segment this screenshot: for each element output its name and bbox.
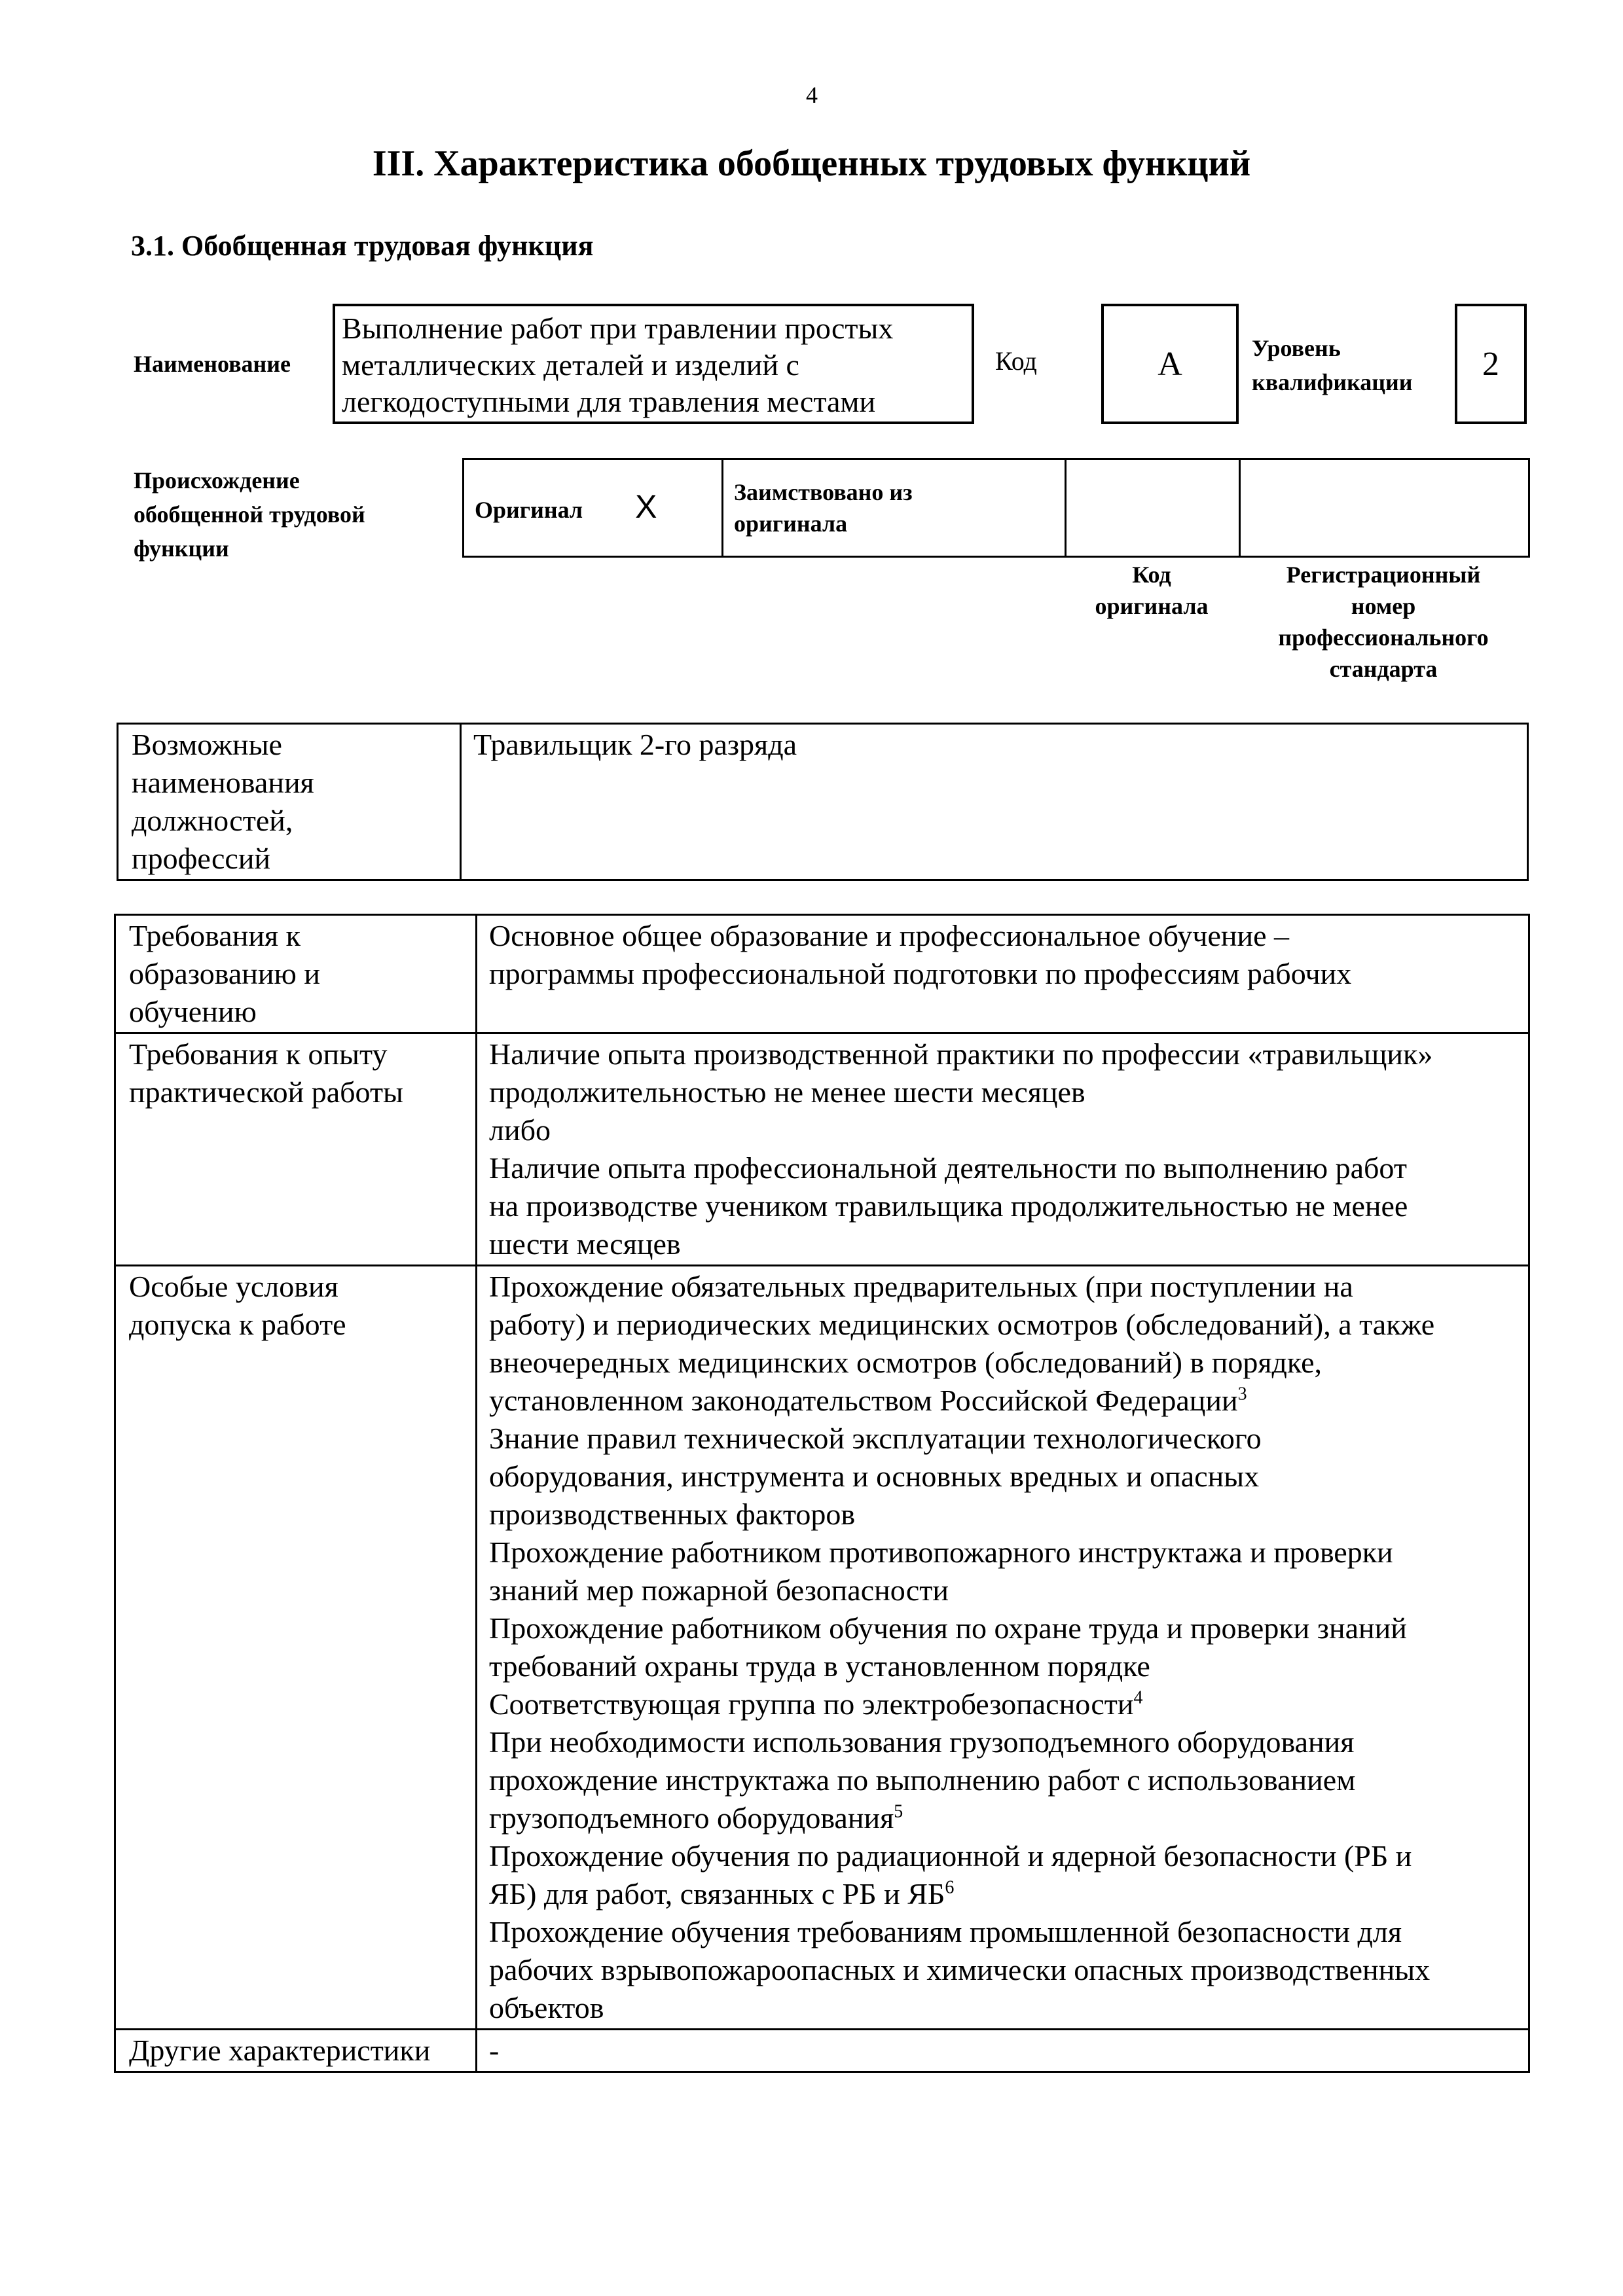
- borrowed-label-line: Заимствовано из: [734, 479, 913, 505]
- special-conditions-line: внеочередных медицинских осмотров (обследований) в порядке,: [489, 1346, 1322, 1379]
- caption-line: Регистрационный: [1286, 562, 1481, 588]
- borrowed-cell: [723, 459, 1066, 557]
- special-conditions-line: При необходимости использования грузоподъемного оборудования: [489, 1725, 1355, 1759]
- positions-label-line: профессий: [132, 842, 271, 875]
- level-label-line: Уровень: [1252, 335, 1341, 361]
- original-cell: [464, 459, 723, 557]
- special-conditions-label-line: допуска к работе: [129, 1308, 346, 1341]
- experience-label-line: Требования к опыту: [129, 1037, 388, 1071]
- caption-line: номер: [1351, 593, 1416, 619]
- origin-label-line: функции: [134, 535, 229, 562]
- special-conditions-line: Прохождение работником противопожарного инструктажа и проверки: [489, 1535, 1393, 1569]
- table-row: [115, 1266, 1529, 2030]
- education-value-line: Основное общее образование и профессиональное обучение –: [489, 919, 1290, 952]
- table-row: [115, 915, 1529, 1033]
- education-label-line: обучению: [129, 995, 257, 1028]
- positions-value: Травильщик 2-го разряда: [461, 724, 1528, 880]
- experience-value-line: продолжительностью не менее шести месяцев: [489, 1075, 1085, 1109]
- special-conditions-line: [489, 1875, 1516, 1913]
- experience-label: [115, 1033, 477, 1266]
- level-label-line: квалификации: [1252, 369, 1413, 395]
- experience-value: [477, 1033, 1529, 1266]
- positions-label-line: Возможные: [132, 728, 282, 761]
- special-conditions-line: оборудования, инструмента и основных вредных и опасных: [489, 1460, 1260, 1493]
- education-label: [115, 915, 477, 1033]
- origin-label-line: Происхождение: [134, 467, 300, 493]
- level-label: [1252, 331, 1413, 399]
- origin-table: [462, 458, 1530, 558]
- line-text: ЯБ) для работ, связанных с РБ и ЯБ: [489, 1877, 945, 1910]
- code-original-caption: [1065, 559, 1239, 622]
- name-label: Наименование: [134, 351, 291, 377]
- special-conditions-line: знаний мер пожарной безопасности: [489, 1573, 949, 1607]
- special-conditions-line: Прохождение обучения по радиационной и ядерной безопасности (РБ и: [489, 1839, 1412, 1873]
- original-label: Оригинал: [475, 496, 583, 523]
- code-label: Код: [995, 346, 1037, 376]
- positions-label-line: должностей,: [132, 804, 293, 837]
- code-value-box: А: [1101, 304, 1239, 424]
- caption-line: оригинала: [1095, 593, 1209, 619]
- page-number: 4: [806, 82, 818, 108]
- footnote-mark: 6: [945, 1877, 955, 1898]
- special-conditions-value: [477, 1266, 1529, 2030]
- special-conditions-line: рабочих взрывопожароопасных и химически опасных производственных: [489, 1953, 1431, 1986]
- education-label-line: образованию и: [129, 957, 320, 990]
- footnote-mark: 4: [1133, 1687, 1143, 1708]
- original-mark: X: [635, 488, 657, 525]
- positions-label-line: наименования: [132, 766, 314, 799]
- reg-number-cell: [1240, 459, 1529, 557]
- table-row: [115, 2030, 1529, 2072]
- subsection-title: 3.1. Обобщенная трудовая функция: [131, 230, 594, 262]
- experience-value-line: шести месяцев: [489, 1227, 681, 1261]
- special-conditions-line: объектов: [489, 1991, 604, 2024]
- level-value-box: 2: [1455, 304, 1527, 424]
- experience-value-line: Наличие опыта профессиональной деятельности по выполнению работ: [489, 1151, 1407, 1185]
- line-text: грузоподъемного оборудования: [489, 1801, 894, 1835]
- table-row: [115, 1033, 1529, 1266]
- footnote-mark: 5: [894, 1801, 903, 1822]
- special-conditions-line: [489, 1685, 1516, 1723]
- positions-table: [117, 723, 1529, 881]
- special-conditions-line: производственных факторов: [489, 1498, 856, 1531]
- experience-label-line: практической работы: [129, 1075, 403, 1109]
- education-label-line: Требования к: [129, 919, 301, 952]
- positions-label: [118, 724, 461, 880]
- education-value: [477, 915, 1529, 1033]
- special-conditions-line: Прохождение обязательных предварительных (при поступлении на: [489, 1270, 1353, 1303]
- origin-label-line: обобщенной трудовой: [134, 501, 365, 528]
- section-title: III. Характеристика обобщенных трудовых функций: [372, 143, 1251, 184]
- experience-value-line: на производстве учеником травильщика продолжительностью не менее: [489, 1189, 1408, 1223]
- caption-line: Код: [1132, 562, 1171, 588]
- code-original-cell: [1066, 459, 1240, 557]
- caption-line: стандарта: [1329, 656, 1438, 682]
- line-text: установленном законодательством Российской Федерации: [489, 1384, 1238, 1417]
- special-conditions-label: [115, 1266, 477, 2030]
- function-name-box: Выполнение работ при травлении простых металлических деталей и изделий с легкодоступными для травления местами: [333, 304, 974, 424]
- caption-line: профессионального: [1278, 624, 1489, 651]
- special-conditions-line: [489, 1799, 1516, 1837]
- special-conditions-line: Прохождение обучения требованиям промышленной безопасности для: [489, 1915, 1402, 1948]
- special-conditions-line: требований охраны труда в установленном порядке: [489, 1649, 1150, 1683]
- requirements-table: [114, 914, 1530, 2073]
- special-conditions-line: [489, 1382, 1516, 1420]
- other-value: -: [477, 2030, 1529, 2072]
- experience-value-line: Наличие опыта производственной практики по профессии «травильщик»: [489, 1037, 1433, 1071]
- line-text: Соответствующая группа по электробезопасности: [489, 1687, 1134, 1721]
- reg-number-caption: [1239, 559, 1528, 685]
- footnote-mark: 3: [1237, 1384, 1247, 1405]
- special-conditions-line: прохождение инструктажа по выполнению работ с использованием: [489, 1763, 1356, 1797]
- other-label: Другие характеристики: [115, 2030, 477, 2072]
- special-conditions-label-line: Особые условия: [129, 1270, 338, 1303]
- experience-value-line: либо: [489, 1113, 551, 1147]
- special-conditions-line: Прохождение работником обучения по охране труда и проверки знаний: [489, 1611, 1407, 1645]
- education-value-line: программы профессиональной подготовки по профессиям рабочих: [489, 957, 1352, 990]
- borrowed-label-line: оригинала: [734, 511, 848, 537]
- special-conditions-line: Знание правил технической эксплуатации технологического: [489, 1422, 1262, 1455]
- origin-label: [134, 463, 365, 565]
- special-conditions-line: работу) и периодических медицинских осмотров (обследований), а также: [489, 1308, 1435, 1341]
